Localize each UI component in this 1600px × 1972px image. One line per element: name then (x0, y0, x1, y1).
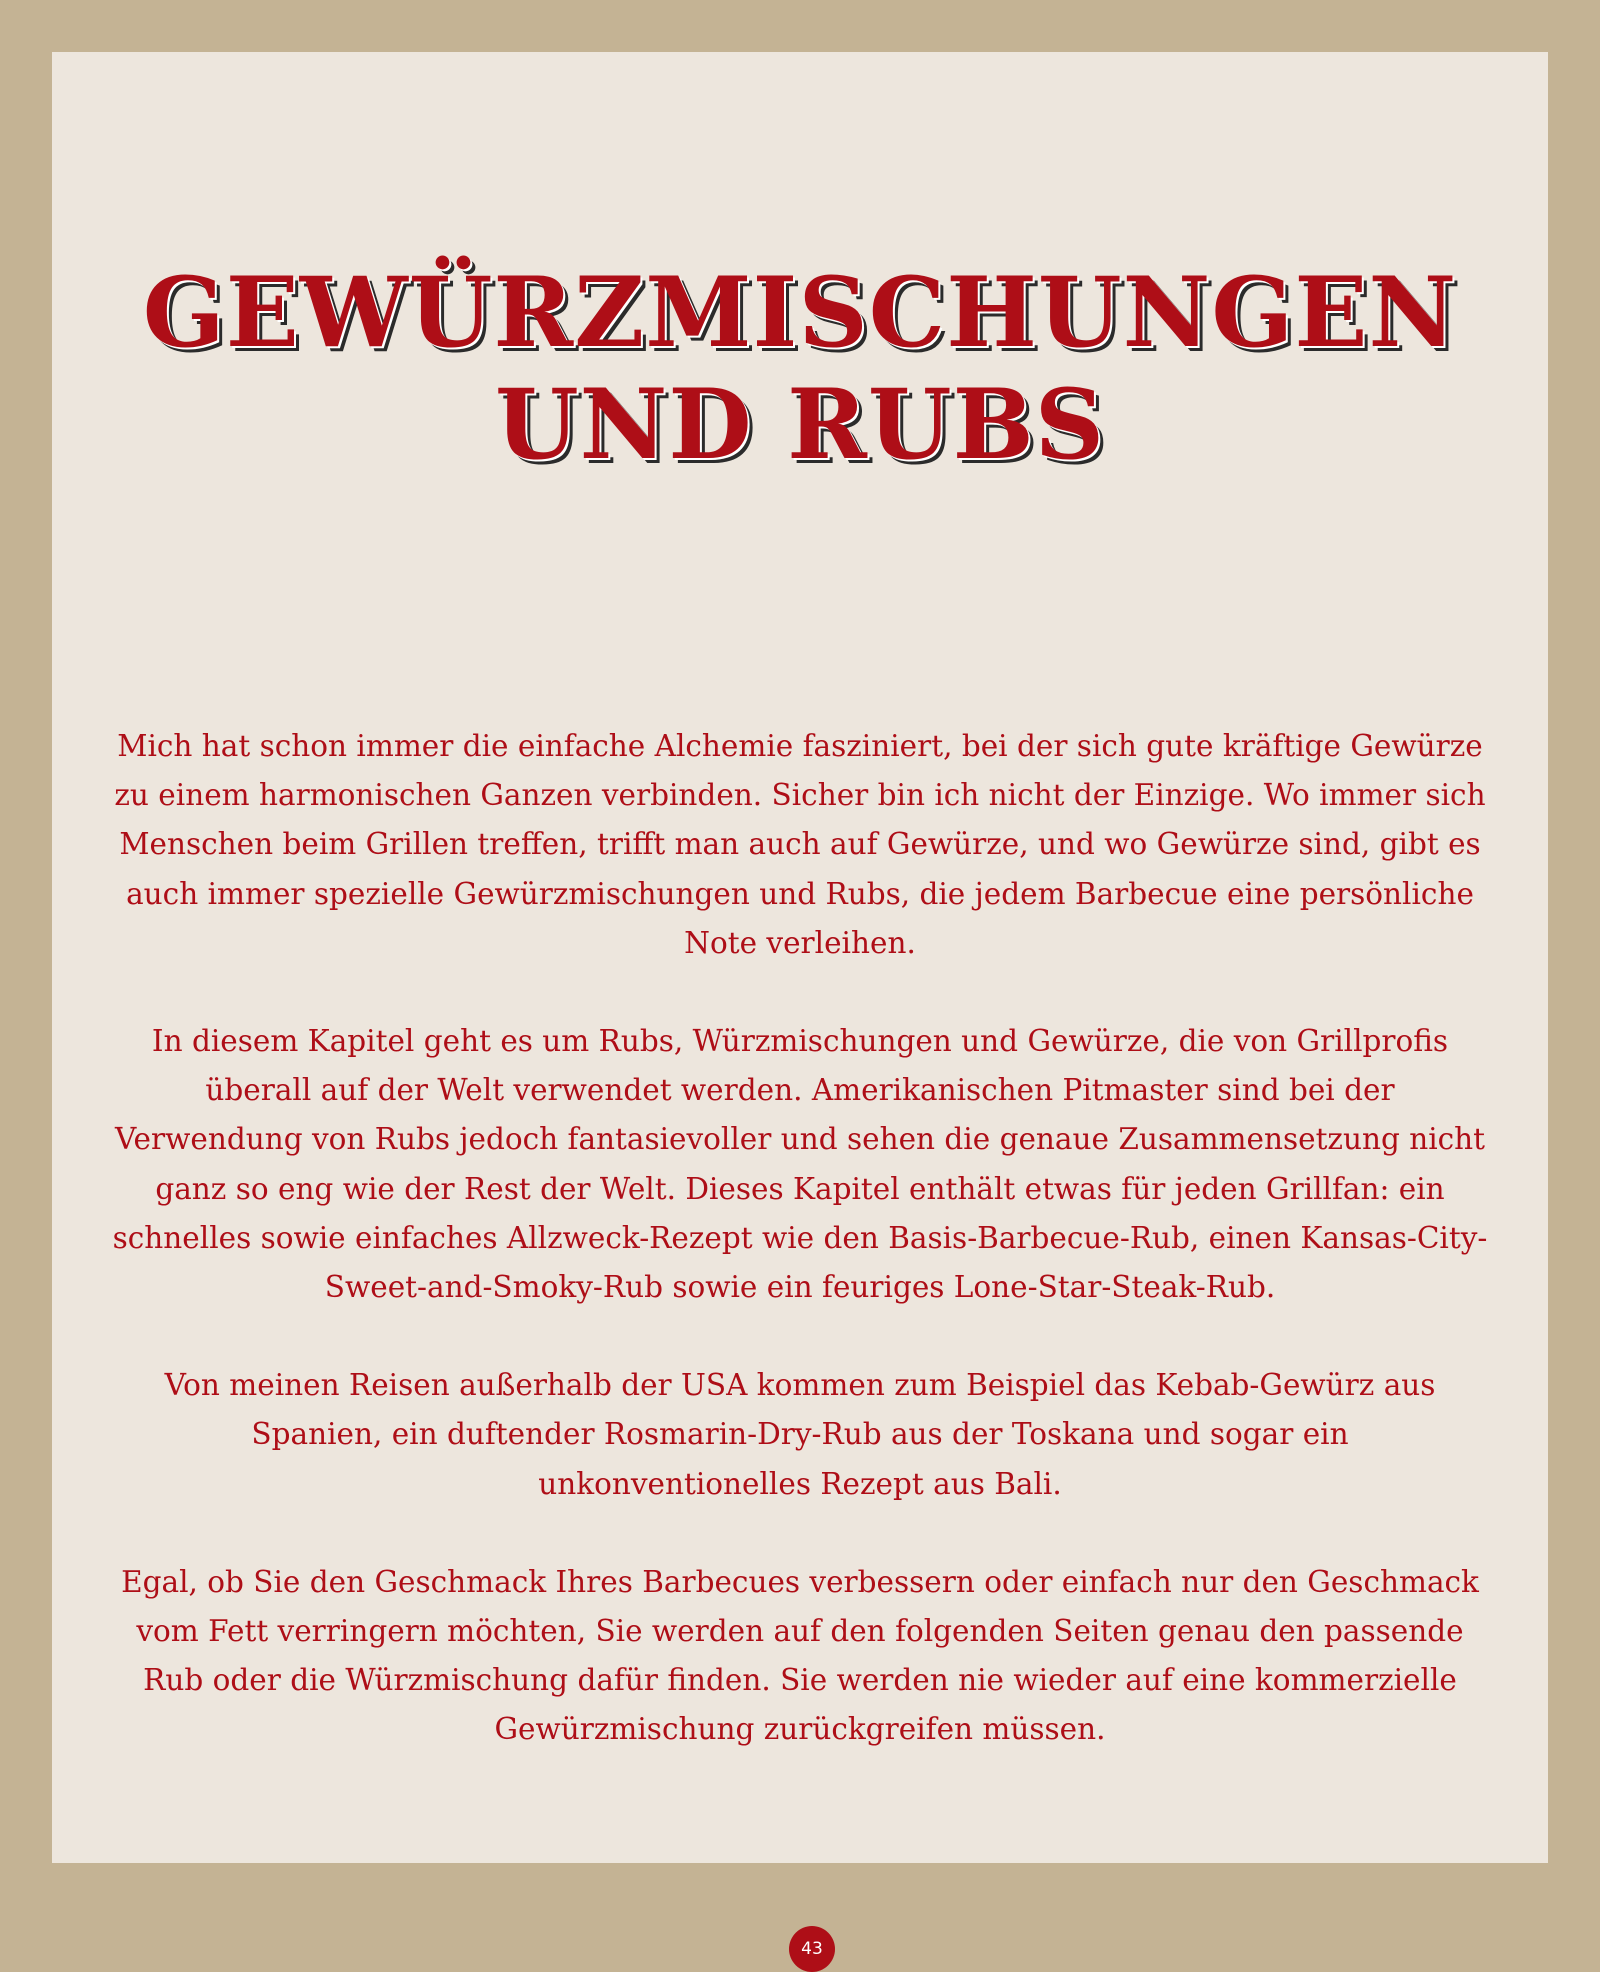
chapter-title-line-2: UND RUBS (494, 368, 1106, 481)
intro-paragraph-3: Von meinen Reisen außerhalb der USA kommen zum Beispiel das Kebab-Gewürz aus Spanien, ein duftender Rosmarin-Dry-Rub aus der Toskana und sogar ein unkonventionelles Rezept aus Bali. (164, 1368, 1436, 1501)
intro-paragraph-2: In diesem Kapitel geht es um Rubs, Würzmischungen und Gewürze, die von Grillprofis überall auf der Welt verwendet werden. Amerikanischen Pitmaster sind bei der Verwendung von Rubs jedoch fantasievoller und sehen die genaue Zusammensetzung nicht ganz so eng wie der Rest der Welt. Dieses Kapitel enthält etwas für jeden Grillfan: ein schnelles sowie einfaches Allzweck-Rezept wie den Basis-Barbecue-Rub, einen Kansas-City-Sweet-and-Smoky-Rub sowie ein feuriges Lone-Star-Steak-Rub. (112, 1024, 1488, 1305)
page-panel (52, 52, 1548, 1863)
chapter-title-line-1: GEWÜRZMISCHUNGEN (142, 256, 1458, 369)
intro-text (112, 722, 1488, 1755)
page-number-badge: 43 (789, 1926, 835, 1972)
chapter-title (52, 257, 1548, 481)
intro-paragraph-1: Mich hat schon immer die einfache Alchemie fasziniert, bei der sich gute kräftige Gewürze zu einem harmonischen Ganzen verbinden. Sicher bin ich nicht der Einzige. Wo immer sich Menschen beim Grillen treffen, trifft man auch auf Gewürze, und wo Gewürze sind, gibt es auch immer spezielle Gewürzmischungen und Rubs, die jedem Barbecue eine persönliche Note verleihen. (114, 729, 1486, 960)
intro-paragraph-4: Egal, ob Sie den Geschmack Ihres Barbecues verbessern oder einfach nur den Geschmack vom Fett verringern möchten, Sie werden auf den folgenden Seiten genau den passende Rub oder die Würzmischung dafür finden. Sie werden nie wieder auf eine kommerzielle Gewürzmischung zurückgreifen müssen. (121, 1564, 1479, 1747)
